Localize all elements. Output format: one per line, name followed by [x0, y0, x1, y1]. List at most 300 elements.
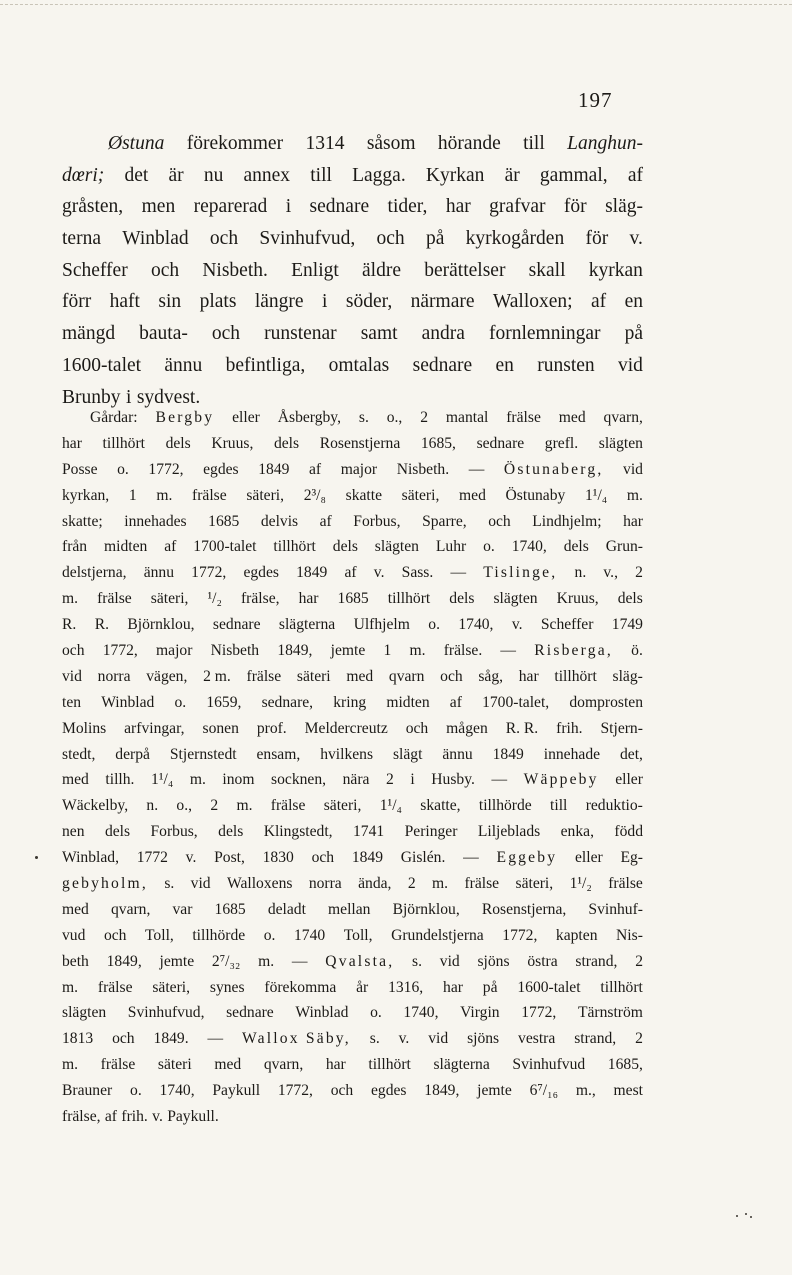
word: sednare [212, 616, 261, 634]
word: sednare [226, 1004, 274, 1022]
word: inom [222, 771, 255, 789]
word: norra [308, 875, 342, 893]
word: Peringer [404, 823, 458, 841]
word: 1685 [208, 512, 240, 530]
paragraph-small-line [62, 871, 643, 897]
word: Toll, [343, 926, 373, 944]
word: 1700-talet [193, 538, 257, 556]
word: frälse, [240, 590, 280, 608]
paragraph-small-line [62, 819, 643, 845]
word: omtalas [328, 354, 390, 376]
paragraph-small-line [62, 457, 643, 483]
word: Nisbeth. [396, 460, 450, 478]
word: af [309, 460, 322, 478]
word: 2 [386, 771, 394, 789]
word: m. [156, 486, 173, 504]
word: Gislén. [400, 849, 446, 867]
word: mellan [328, 900, 371, 918]
word: Lagga. [352, 164, 406, 186]
word: Forbus, [150, 823, 198, 841]
word: delstjerna, [62, 564, 127, 582]
paragraph-small-line [62, 560, 643, 586]
word: enka, [560, 823, 594, 841]
word: Winblad [122, 228, 189, 250]
word: var [172, 900, 193, 918]
word: 1¹/₄ [151, 771, 174, 789]
word: på [624, 323, 643, 345]
paragraph-main-line [62, 191, 643, 223]
word: m. [432, 875, 449, 893]
word: annex [243, 164, 291, 186]
word: 1849, [106, 952, 142, 970]
word: major [156, 642, 193, 660]
word: sjöns [467, 1030, 500, 1048]
word: Nisbeth. [202, 259, 268, 281]
paragraph-small-line [62, 483, 643, 509]
word: sydvest. [136, 386, 201, 408]
word: 1700-talet, [482, 693, 550, 711]
word: Brunby [62, 386, 121, 408]
word: ända, [358, 875, 392, 893]
word: dels [165, 434, 191, 452]
word: 1316, [388, 978, 424, 996]
word: 1813 [62, 1030, 94, 1048]
word: Tislinge, [483, 564, 558, 582]
word: — [500, 642, 517, 660]
word: af [591, 291, 607, 313]
word: Liljeblads [477, 823, 541, 841]
word: 1659, [206, 693, 242, 711]
word: 1741 [352, 823, 385, 841]
word: egdes [370, 1082, 407, 1100]
word: Sparre, [422, 512, 467, 530]
word: Nisbeth [210, 642, 260, 660]
word: dels [563, 538, 589, 556]
paragraph-small-line [62, 509, 643, 535]
word: reduktio- [585, 797, 643, 815]
word: 1600-talet [62, 354, 142, 376]
word: skall [528, 259, 566, 281]
word: o. [263, 926, 276, 944]
word: qvarn, [603, 409, 643, 426]
word: 1849, [424, 1082, 460, 1100]
word: slägterna [278, 616, 336, 634]
paragraph-main-line [62, 318, 643, 350]
word: v. [398, 1030, 410, 1048]
word: 1740, [403, 1004, 439, 1022]
paragraph-small-line [62, 405, 643, 431]
word: tillh. [105, 771, 135, 789]
word: med [558, 409, 586, 426]
word: haft [109, 291, 140, 313]
word: dels [273, 434, 300, 452]
farms-paragraph [62, 405, 643, 1130]
word: Stjern- [600, 719, 643, 737]
word: Toll, [145, 926, 174, 944]
word: och [211, 323, 241, 345]
word: innehades [124, 512, 187, 530]
word: 1772, [502, 926, 538, 944]
word: Björnklou, [392, 900, 460, 918]
word: närmare [410, 291, 475, 313]
page-number: 197 [578, 88, 613, 112]
word: af [449, 693, 462, 711]
word: deladt [267, 900, 306, 918]
word: äldre [362, 259, 401, 281]
word: strand, [574, 1030, 617, 1048]
paragraph-small-line [62, 1104, 643, 1130]
paragraph-small-line [62, 638, 643, 664]
word: tillhört [273, 538, 316, 556]
word: i [285, 196, 292, 218]
word: frälse [506, 409, 541, 426]
word: af [319, 512, 332, 530]
word: jemte [330, 642, 366, 660]
word: v. [152, 1108, 163, 1126]
word: 1772, [102, 642, 138, 660]
word: af [164, 538, 177, 556]
paragraph-small-line [62, 1026, 643, 1052]
word: i [322, 291, 328, 313]
word: gammal, [539, 164, 608, 186]
paragraph-main-line [62, 160, 643, 192]
word: 1849 [351, 849, 384, 867]
word: — [463, 849, 479, 867]
word: 1600-talet [517, 978, 581, 996]
word: Molins [62, 719, 107, 737]
word: ensam, [256, 745, 301, 763]
word: major [340, 460, 378, 478]
word: frälse, [62, 1108, 101, 1126]
word: Nis- [616, 926, 643, 944]
word: 2⁷/₃₂ [211, 952, 241, 970]
word: Svinhufvud, [127, 1004, 205, 1022]
word: sednare [412, 354, 473, 376]
word: en [624, 291, 643, 313]
word: Björnklou, [127, 616, 195, 634]
word: m. [258, 952, 275, 970]
paragraph-small-line [62, 690, 643, 716]
word: reparerad [193, 196, 268, 218]
word: 1740, [458, 616, 494, 634]
word: o. [428, 616, 440, 634]
word: frälse [246, 667, 282, 685]
word: med [346, 667, 374, 685]
paragraph-small-line [62, 534, 643, 560]
word: frälse [608, 875, 643, 893]
word: arfvingar, [124, 719, 185, 737]
word: i [125, 386, 132, 408]
word: det [124, 164, 149, 186]
word: o. [483, 538, 495, 556]
word: slägten [62, 1004, 107, 1022]
word: Kyrkan [425, 164, 485, 186]
word: vägen, [146, 667, 188, 685]
word: med [62, 771, 89, 789]
word: Luhr [435, 538, 467, 556]
word: säteri, [152, 978, 191, 996]
word: ännu [164, 354, 203, 376]
word: en [495, 354, 514, 376]
word: förr [62, 291, 92, 313]
word: förekomma [264, 978, 337, 996]
paragraph-small-line [62, 431, 643, 457]
word: 1¹/₄ [379, 797, 402, 815]
word: 1740, [159, 1082, 195, 1100]
word: delvis [260, 512, 299, 530]
paragraph-small-line [62, 1078, 643, 1104]
word: 2³/₈ [303, 486, 326, 504]
word: 2 m. [203, 667, 231, 685]
word: frälse [97, 978, 133, 996]
paragraph-small-line [62, 664, 643, 690]
word: vid [62, 667, 82, 685]
word: s. [358, 409, 369, 426]
word: Bergby [155, 409, 215, 426]
paragraph-small-line [62, 949, 643, 975]
word: s. [412, 952, 423, 970]
word: säteri, [515, 875, 554, 893]
word: är [168, 164, 184, 186]
word: gebyholm, [62, 875, 148, 893]
word: dœri; [62, 164, 105, 186]
word: Virgin [460, 1004, 500, 1022]
word: synes [209, 978, 245, 996]
word: från [62, 538, 88, 556]
word: född [614, 823, 643, 841]
word: kyrkan, [62, 486, 110, 504]
paragraph-small-line [62, 586, 643, 612]
word: vid [618, 354, 643, 376]
word: vestra [518, 1030, 556, 1048]
word: 1849 [296, 564, 328, 582]
word: 1849 [492, 745, 524, 763]
word: vid [428, 1030, 449, 1048]
margin-dot-mark [35, 856, 38, 859]
word: har [518, 667, 539, 685]
word: egdes [243, 564, 279, 582]
word: Forbus, [353, 512, 401, 530]
word: och [150, 259, 180, 281]
word: dels [332, 538, 358, 556]
word: Rosenstjerna, [481, 900, 567, 918]
word: sednare, [261, 693, 314, 711]
word: 1685 [214, 900, 246, 918]
paragraph-main-line [62, 286, 643, 318]
word: tillhört [387, 590, 431, 608]
word: v., [603, 564, 618, 582]
word: o. [370, 1004, 382, 1022]
word: af [627, 164, 643, 186]
word: — [291, 952, 308, 970]
word: längre [254, 291, 304, 313]
word: tillhörde [192, 926, 246, 944]
word: tillhört [102, 434, 145, 452]
word: ännu [143, 564, 174, 582]
word: 1772, [277, 1082, 313, 1100]
word: Meldercreutz [304, 719, 388, 737]
word: skatte, [420, 797, 461, 815]
word: med [214, 1056, 242, 1074]
word: samt [360, 323, 398, 345]
word: förekommer [186, 133, 284, 154]
word: frälse [192, 486, 227, 504]
word: n. [146, 797, 159, 815]
word: slägt [392, 745, 423, 763]
word: 1685 [337, 590, 369, 608]
main-paragraph [62, 128, 643, 413]
word: Enligt [291, 259, 339, 281]
word: plats [199, 291, 237, 313]
word: 1 [128, 486, 137, 504]
word: hörande [437, 133, 501, 154]
word: har [325, 1056, 346, 1074]
word: o. [130, 1082, 142, 1100]
word: ännu [442, 745, 473, 763]
word: terna [62, 228, 101, 250]
word: af [104, 1108, 118, 1126]
word: dels [449, 590, 475, 608]
word: dels [617, 590, 643, 608]
word: grefl. [544, 434, 579, 452]
word: och [311, 849, 335, 867]
word: — [450, 564, 467, 582]
word: kapten [555, 926, 598, 944]
word: tillhört [554, 667, 597, 685]
word: säteri, [246, 486, 285, 504]
word: säteri [296, 667, 331, 685]
word: m. [409, 642, 426, 660]
word: kring [333, 693, 367, 711]
word: sin [158, 291, 182, 313]
word: R. [62, 616, 77, 634]
word: m. [626, 486, 643, 504]
word: frih. [556, 719, 583, 737]
word: Tärnström [577, 1004, 643, 1022]
word: 1772 [136, 849, 168, 867]
word: år [356, 978, 369, 996]
word: och [488, 512, 511, 530]
word: Klingstedt, [263, 823, 333, 841]
word: runsten [537, 354, 595, 376]
word: kyrkan [588, 259, 643, 281]
word: har [298, 590, 319, 608]
paragraph-small-line [62, 1000, 643, 1026]
word: och [330, 1082, 354, 1100]
word: qvarn, [263, 1056, 304, 1074]
word: v. [511, 616, 523, 634]
word: har [445, 196, 471, 218]
word: Wäppeby [523, 771, 599, 789]
word: 2 [210, 797, 219, 815]
word: berättelser [424, 259, 506, 281]
word: m. [236, 797, 253, 815]
word: Scheffer [540, 616, 594, 634]
word: såg, [478, 667, 504, 685]
word: slägterna [433, 1056, 490, 1074]
word: med [62, 900, 89, 918]
word: Langhun- [567, 133, 643, 154]
word: Post, [214, 849, 245, 867]
word: 1849. [153, 1030, 189, 1048]
paragraph-main-line [62, 223, 643, 255]
word: Svinhuf- [588, 900, 643, 918]
word: frälse. [443, 642, 483, 660]
word: s. [369, 1030, 380, 1048]
word: befintliga, [225, 354, 306, 376]
word: norra [97, 667, 131, 685]
word: och [376, 228, 405, 250]
word: med [459, 486, 486, 504]
word: Rosenstjerna [319, 434, 401, 452]
word: m. [62, 590, 79, 608]
word: eller [574, 849, 603, 867]
word: ten [62, 693, 82, 711]
word: 1740, [511, 538, 547, 556]
word: beth [62, 952, 89, 970]
word: egdes [203, 460, 239, 478]
word: af [344, 564, 357, 582]
word: 1¹/₄ [585, 486, 608, 504]
word: vid [623, 460, 643, 478]
word: 1772, [521, 1004, 557, 1022]
word: på [482, 978, 498, 996]
word: nu [203, 164, 224, 186]
word: 1 [383, 642, 392, 660]
word: fornlemningar [488, 323, 601, 345]
word: o. [174, 693, 187, 711]
word: Svinhufvud [512, 1056, 586, 1074]
word: Eggeby [496, 849, 558, 867]
word: Paykull. [167, 1108, 219, 1126]
word: slägten [374, 538, 419, 556]
word: för [563, 196, 587, 218]
word: Eg- [620, 849, 643, 867]
word: säteri, [401, 486, 440, 504]
word: jemte [477, 1082, 512, 1100]
word: Walloxens [227, 875, 293, 893]
word: det, [619, 745, 643, 763]
paragraph-small-line [62, 767, 643, 793]
word: Paykull [212, 1082, 261, 1100]
word: Posse [62, 460, 98, 478]
page-top-rule [0, 4, 792, 5]
word: m. [189, 771, 206, 789]
word: R. R. [505, 719, 539, 737]
word: 1849, [277, 642, 313, 660]
word: mest [613, 1082, 643, 1100]
word: släg- [612, 667, 643, 685]
word: till [310, 164, 332, 186]
word: Wäckelby, [62, 797, 129, 815]
word: Svinhufvud, [259, 228, 356, 250]
word: m. [62, 1056, 79, 1074]
word: Östunaby [505, 486, 566, 504]
word: 1830 [262, 849, 294, 867]
word: kyrkogården [465, 228, 565, 250]
word: grafvar [489, 196, 546, 218]
word: frälse [270, 797, 306, 815]
word: o., [386, 409, 403, 426]
word: i [410, 771, 415, 789]
word: qvarn, [110, 900, 151, 918]
paragraph-main-line [62, 128, 643, 160]
word: såsom [366, 133, 416, 154]
word: Lindhjelm; [532, 512, 602, 530]
word: jemte [159, 952, 195, 970]
word: Gårdar: [90, 409, 138, 426]
word: nära [342, 771, 370, 789]
